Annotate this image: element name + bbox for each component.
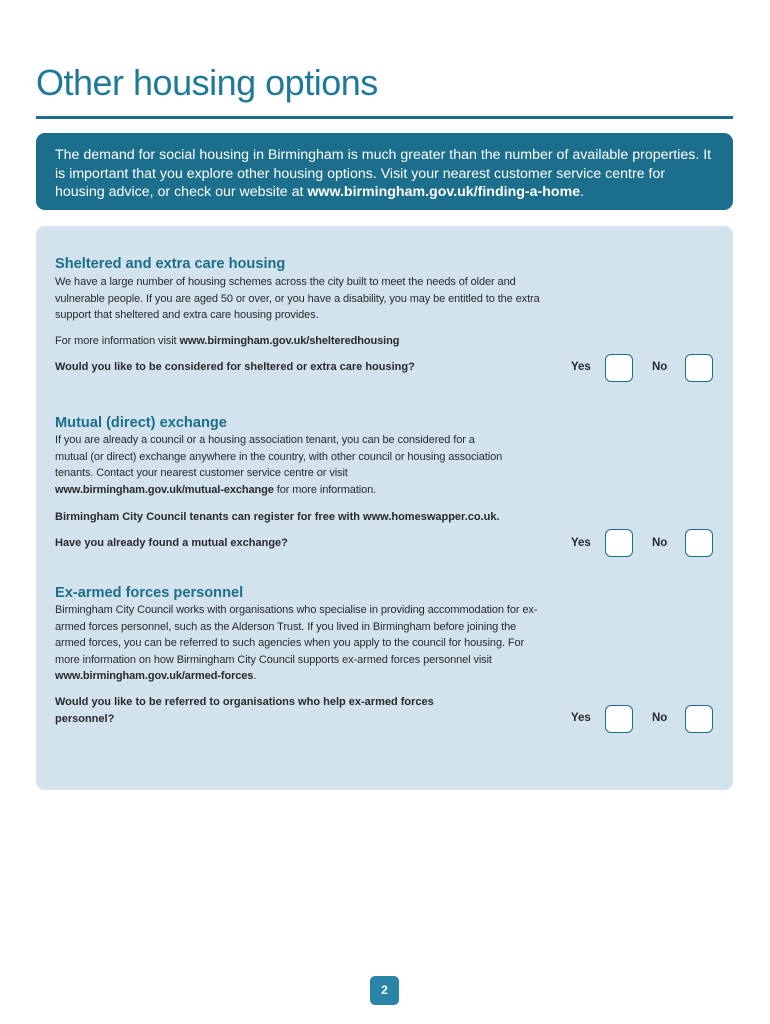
mutual-yes-label: Yes [571, 537, 591, 549]
intro-end: . [580, 184, 585, 200]
sheltered-more-prefix: For more information visit [55, 335, 180, 347]
mutual-title: Mutual (direct) exchange [55, 415, 227, 431]
forces-yes-checkbox[interactable] [605, 705, 633, 733]
sheltered-no-label: No [652, 361, 668, 373]
mutual-yes-checkbox[interactable] [605, 529, 633, 557]
sheltered-question: Would you like to be considered for sheltered or extra care housing? [55, 361, 415, 373]
intro-box [36, 133, 733, 210]
sheltered-more-info [55, 333, 575, 350]
sheltered-no-checkbox[interactable] [685, 354, 713, 382]
sheltered-yes-label: Yes [571, 361, 591, 373]
forces-link[interactable]: www.birmingham.gov.uk/armed-forces [55, 670, 254, 682]
page-number-badge: 2 [370, 976, 399, 1005]
mutual-no-checkbox[interactable] [685, 529, 713, 557]
mutual-no-label: No [652, 537, 668, 549]
sheltered-yes-checkbox[interactable] [605, 354, 633, 382]
intro-text: The demand for social housing in Birmingham is much greater than the number of available properties. It is important that you explore other housing options. Visit your nearest customer service centre for housing advice, or check our website at [55, 147, 712, 200]
mutual-body [55, 432, 507, 498]
sheltered-title: Sheltered and extra care housing [55, 256, 286, 272]
forces-no-label: No [652, 712, 668, 724]
forces-yes-label: Yes [571, 712, 591, 724]
intro-link[interactable]: www.birmingham.gov.uk/finding-a-home [307, 184, 581, 200]
page-title: Other housing options [36, 62, 378, 103]
sheltered-body: We have a large number of housing schemes across the city built to meet the needs of older and vulnerable people. If you are aged 50 or over, or you have a disability, you may be entitled to the extra support that sheltered and extra care housing provides. [55, 276, 540, 321]
forces-no-checkbox[interactable] [685, 705, 713, 733]
title-divider [36, 116, 733, 119]
homeswapper-note: Birmingham City Council tenants can register for free with www.homeswapper.co.uk. [55, 511, 500, 523]
forces-body-text: Birmingham City Council works with organisations who specialise in providing accommodation for ex-armed forces personnel, such as the Alderson Trust. If you lived in Birmingham before joining the armed forces, you can be referred to such agencies when you apply to the council for housing. For more information on how Birmingham City Council supports ex-armed forces personnel visit [55, 604, 538, 666]
mutual-body-end: for more information. [273, 483, 377, 496]
forces-title: Ex-armed forces personnel [55, 585, 244, 601]
forces-question: Would you like to be referred to organisations who help ex-armed forces personnel? [55, 696, 434, 725]
sheltered-link[interactable]: www.birmingham.gov.uk/shelteredhousing [179, 335, 400, 347]
forces-body [55, 602, 543, 685]
mutual-question: Have you already found a mutual exchange? [55, 537, 288, 549]
mutual-link[interactable]: www.birmingham.gov.uk/mutual-exchange [55, 483, 274, 496]
mutual-body-text: If you are already a council or a housing association tenant, you can be considered for a mutual (or direct) exchange anywhere in the country, with other council or housing association tenants. Contact your nearest customer service centre or visit [55, 434, 503, 479]
forces-body-end: . [253, 670, 257, 682]
